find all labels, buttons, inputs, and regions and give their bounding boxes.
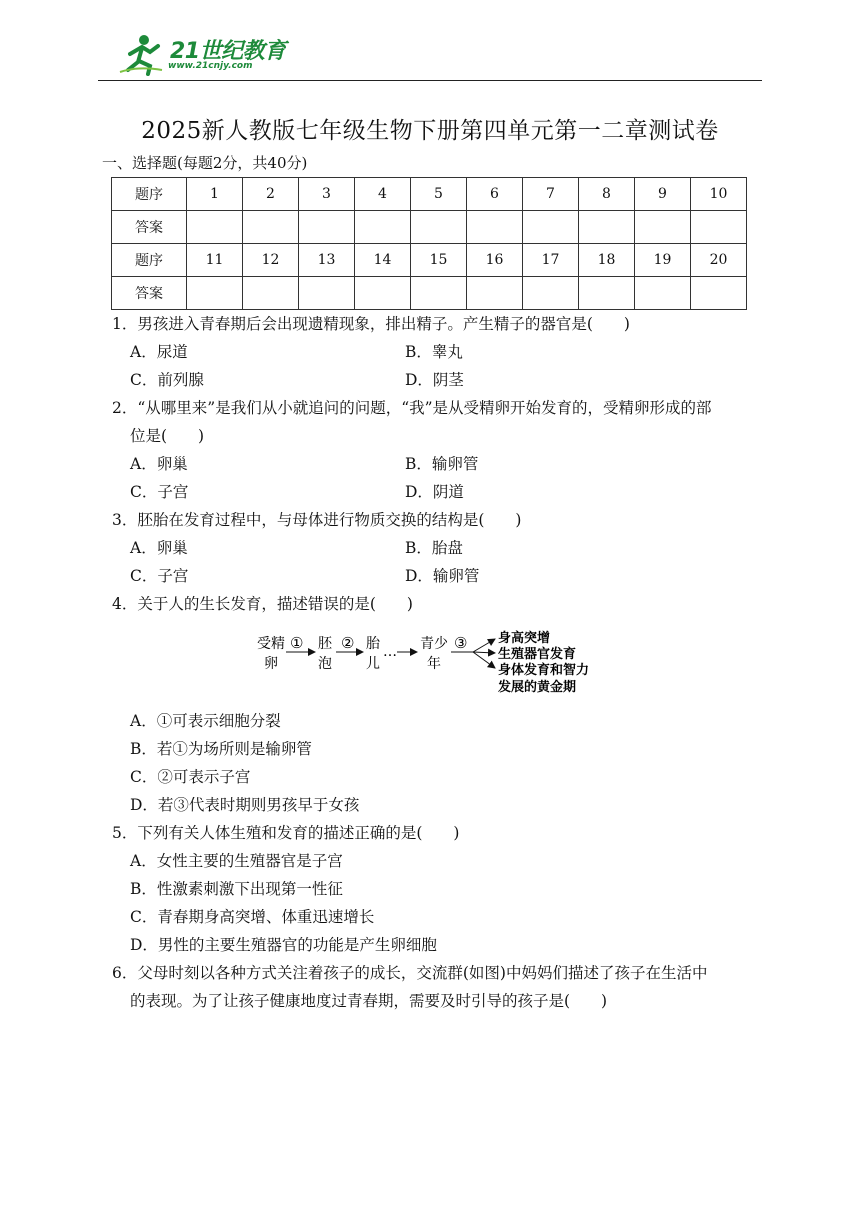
answer-cell[interactable] <box>579 277 635 310</box>
table-row <box>112 244 747 277</box>
table-cell: 4 <box>355 178 411 211</box>
runner-logo-icon <box>118 32 168 76</box>
table-cell: 16 <box>467 244 523 277</box>
answer-cell[interactable] <box>299 211 355 244</box>
question-2-option-d[interactable]: D．阴道 <box>405 483 464 501</box>
question-3-option-a[interactable]: A．卵巢 <box>130 539 188 557</box>
logo-url: www.21cnjy.com <box>168 61 253 71</box>
question-3-option-b[interactable]: B．胎盘 <box>405 539 463 557</box>
marker-2: ② <box>341 634 355 652</box>
question-5-option-b[interactable]: B．性激素刺激下出现第一性征 <box>130 880 343 898</box>
table-cell: 20 <box>691 244 747 277</box>
marker-1: ① <box>290 634 304 652</box>
row-label: 题序 <box>112 178 187 211</box>
node-blastocyst-line2: 泡 <box>318 656 332 672</box>
question-5-option-d[interactable]: D．男性的主要生殖器官的功能是产生卵细胞 <box>130 936 437 954</box>
development-flow-diagram <box>255 630 615 702</box>
table-cell: 3 <box>299 178 355 211</box>
node-zygote-line2: 卵 <box>264 656 278 672</box>
answer-cell[interactable] <box>467 277 523 310</box>
table-cell: 19 <box>635 244 691 277</box>
node-adolescent-line2: 年 <box>427 656 441 672</box>
answer-cell[interactable] <box>355 211 411 244</box>
outcome-3-line2: 发展的黄金期 <box>498 680 577 695</box>
question-5-option-a[interactable]: A．女性主要的生殖器官是子宫 <box>130 852 343 870</box>
question-5-stem: 5．下列有关人体生殖和发育的描述正确的是( ) <box>112 824 460 842</box>
node-blastocyst-line1: 胚 <box>318 636 332 652</box>
table-cell: 18 <box>579 244 635 277</box>
row-label: 答案 <box>112 211 187 244</box>
question-4-option-a[interactable]: A．①可表示细胞分裂 <box>130 712 281 730</box>
page-header <box>98 30 762 81</box>
answer-cell[interactable] <box>243 277 299 310</box>
table-cell: 17 <box>523 244 579 277</box>
table-cell: 5 <box>411 178 467 211</box>
outcome-3-line1: 身体发育和智力 <box>498 663 590 678</box>
question-4-option-d[interactable]: D．若③代表时期则男孩早于女孩 <box>130 796 360 814</box>
question-6-stem-cont: 的表现。为了让孩子健康地度过青春期，需要及时引导的孩子是( ) <box>130 992 608 1010</box>
answer-cell[interactable] <box>411 211 467 244</box>
outcome-1: 身高突增 <box>498 631 551 646</box>
ellipsis: … <box>383 644 397 660</box>
page-title: 2025新人教版七年级生物下册第四单元第一二章测试卷 <box>141 118 719 144</box>
outcome-2: 生殖器官发育 <box>498 647 577 662</box>
logo-text: 21世纪教育 <box>170 39 286 64</box>
branch-arrow-1 <box>473 639 495 652</box>
logo <box>118 32 288 76</box>
question-2-option-a[interactable]: A．卵巢 <box>130 455 188 473</box>
table-cell: 1 <box>187 178 243 211</box>
table-cell: 7 <box>523 178 579 211</box>
answer-cell[interactable] <box>635 211 691 244</box>
node-fetus-line1: 胎 <box>366 636 380 652</box>
answer-table <box>111 177 747 310</box>
table-cell: 10 <box>691 178 747 211</box>
table-cell: 2 <box>243 178 299 211</box>
row-label: 答案 <box>112 277 187 310</box>
answer-cell[interactable] <box>523 277 579 310</box>
answer-cell[interactable] <box>243 211 299 244</box>
question-1-option-b[interactable]: B．睾丸 <box>405 343 463 361</box>
table-cell: 6 <box>467 178 523 211</box>
question-2-option-c[interactable]: C．子宫 <box>130 483 189 501</box>
question-3-stem: 3．胚胎在发育过程中，与母体进行物质交换的结构是( ) <box>112 511 522 529</box>
answer-cell[interactable] <box>355 277 411 310</box>
question-4-option-b[interactable]: B．若①为场所则是输卵管 <box>130 740 312 758</box>
branch-arrow-3 <box>473 652 495 668</box>
answer-cell[interactable] <box>691 211 747 244</box>
row-label: 题序 <box>112 244 187 277</box>
question-6-stem: 6．父母时刻以各种方式关注着孩子的成长，交流群(如图)中妈妈们描述了孩子在生活中 <box>112 964 708 982</box>
answer-cell[interactable] <box>523 211 579 244</box>
table-cell: 14 <box>355 244 411 277</box>
answer-cell[interactable] <box>299 277 355 310</box>
question-2-stem: 2．“从哪里来”是我们从小就追问的问题，“我”是从受精卵开始发育的，受精卵形成的部 <box>112 399 712 417</box>
question-1-option-c[interactable]: C．前列腺 <box>130 371 204 389</box>
question-3-option-d[interactable]: D．输卵管 <box>405 567 480 585</box>
question-4-stem: 4．关于人的生长发育，描述错误的是( ) <box>112 595 413 613</box>
answer-cell[interactable] <box>187 277 243 310</box>
node-zygote-line1: 受精 <box>257 636 285 652</box>
question-1-stem: 1．男孩进入青春期后会出现遗精现象，排出精子。产生精子的器官是( ) <box>112 315 630 333</box>
table-cell: 12 <box>243 244 299 277</box>
answer-cell[interactable] <box>579 211 635 244</box>
table-cell: 15 <box>411 244 467 277</box>
question-2-stem-cont: 位是( ) <box>130 427 205 445</box>
table-cell: 8 <box>579 178 635 211</box>
question-3-option-c[interactable]: C．子宫 <box>130 567 189 585</box>
table-row <box>112 211 747 244</box>
node-fetus-line2: 儿 <box>366 656 380 672</box>
answer-cell[interactable] <box>411 277 467 310</box>
question-5-option-c[interactable]: C．青春期身高突增、体重迅速增长 <box>130 908 375 926</box>
table-row <box>112 178 747 211</box>
answer-cell[interactable] <box>187 211 243 244</box>
answer-cell[interactable] <box>635 277 691 310</box>
node-adolescent-line1: 青少 <box>420 636 448 652</box>
question-1-option-d[interactable]: D．阴茎 <box>405 371 464 389</box>
table-cell: 9 <box>635 178 691 211</box>
question-1-option-a[interactable]: A．尿道 <box>130 343 188 361</box>
marker-3: ③ <box>454 634 468 652</box>
branch-arrow-2 <box>473 652 495 653</box>
question-4-option-c[interactable]: C．②可表示子宫 <box>130 768 251 786</box>
question-2-option-b[interactable]: B．输卵管 <box>405 455 479 473</box>
answer-cell[interactable] <box>467 211 523 244</box>
answer-cell[interactable] <box>691 277 747 310</box>
table-cell: 11 <box>187 244 243 277</box>
table-cell: 13 <box>299 244 355 277</box>
section-heading: 一、选择题(每题2分，共40分) <box>102 154 308 172</box>
table-row <box>112 277 747 310</box>
